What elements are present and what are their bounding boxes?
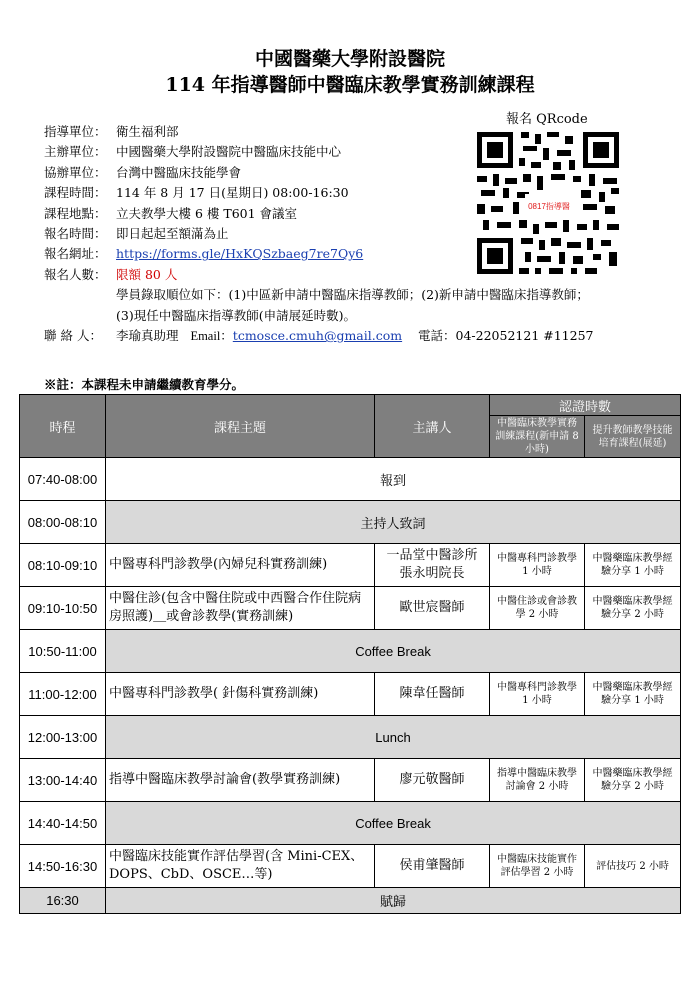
row-cert-extend: 中醫藥臨床教學經驗分享 2 小時 [585,587,681,630]
row-topic: 中醫專科門診教學(內婦兒科實務訓練) [106,544,375,587]
row-speaker: 歐世宸醫師 [375,587,490,630]
row-cert-extend: 評估技巧 2 小時 [585,845,681,888]
header-cert-extend: 提升教師教學技能培育課程(展延) [585,416,681,458]
row-time: 09:10-10:50 [20,587,106,630]
table-row [20,458,681,501]
table-row [20,673,681,716]
row-event: Coffee Break [106,630,681,673]
row-cert-extend: 中醫藥臨床教學經驗分享 1 小時 [585,544,681,587]
row-cert-new: 中醫臨床技能實作評估學習 2 小時 [490,845,585,888]
admission-order-line1: 學員錄取順位如下：(1)中區新申請中醫臨床指導教師；(2)新申請中醫臨床指導教師； [116,287,589,303]
row-time: 14:50-16:30 [20,845,106,888]
info-label: 報名時間： [44,226,107,242]
info-row-signup-url [44,244,593,264]
row-speaker: 廖元敬醫師 [375,759,490,802]
table-row [20,501,681,544]
row-speaker [375,544,490,587]
row-topic: 指導中醫臨床教學討論會(教學實務訓練) [106,759,375,802]
header-time: 時程 [20,395,106,458]
row-event: 賦歸 [106,888,681,914]
row-topic: 中醫臨床技能實作評估學習(含 Mini-CEX、DOPS、CbD、OSCE…等) [106,845,375,888]
title-hospital: 中國醫藥大學附設醫院 [254,48,445,70]
header-cert-new: 中醫臨床教學實務訓練課程(新申請 8 小時) [490,416,585,458]
row-speaker: 陳韋任醫師 [375,673,490,716]
info-label: 主辦單位： [44,144,107,160]
info-label: 協辦單位： [44,164,107,180]
header-cert-hours: 認證時數 [490,395,681,416]
info-block [44,122,593,346]
row-time: 13:00-14:40 [20,759,106,802]
header-speaker: 主講人 [375,395,490,458]
row-cert-new: 指導中醫臨床教學討論會 2 小時 [490,759,585,802]
row-topic: 中醫住診(包含中醫住院或中西醫合作住院病房照護)＿或會診教學(實務訓練) [106,587,375,630]
info-label: 聯 絡 人： [44,328,102,344]
info-label: 指導單位： [44,124,107,139]
contact-name: 李瑜真助理 [116,328,179,344]
info-label: 課程地點： [44,205,107,221]
row-time: 16:30 [20,888,106,914]
row-cert-new: 中醫專科門診教學 1 小時 [490,673,585,716]
info-row-time [44,183,593,203]
email-label: Email： [190,329,233,344]
info-label: 報名網址： [44,246,107,262]
row-time: 08:10-09:10 [20,544,106,587]
info-row-signup-count [44,265,593,285]
qr-caption: 0817指導醫 [528,202,570,211]
table-row [20,587,681,630]
info-value: 即日起起至額滿為止 [116,226,229,242]
schedule-table [19,394,681,914]
row-time: 12:00-13:00 [20,716,106,759]
title-course: 114 年指導醫師中醫臨床教學實務訓練課程 [165,74,535,96]
table-row [20,716,681,759]
row-time: 07:40-08:00 [20,458,106,501]
row-cert-new: 中醫專科門診教學 1 小時 [490,544,585,587]
row-time: 14:40-14:50 [20,802,106,845]
contact-phone: 電話：04-22052121 #11257 [418,328,594,344]
info-row-location [44,204,593,224]
info-row-signup-period [44,224,593,244]
row-event: 主持人致詞 [106,501,681,544]
info-value: 中國醫藥大學附設醫院中醫臨床技能中心 [116,144,342,160]
email-link[interactable]: tcmosce.cmuh@gmail.com [232,328,403,344]
qr-label: 報名 QRcode [506,112,588,127]
speaker-name: 張永明院長 [399,566,465,581]
info-row-guide [44,122,593,142]
row-time: 08:00-08:10 [20,501,106,544]
row-cert-extend: 中醫藥臨床教學經驗分享 1 小時 [585,673,681,716]
table-row [20,888,681,914]
table-row [20,802,681,845]
info-row-co-organizer [44,163,593,183]
info-value: 114 年 8 月 17 日(星期日) 08:00-16:30 [116,185,349,201]
info-value: 台灣中醫臨床技能學會 [116,164,242,180]
row-event: Lunch [106,716,681,759]
table-row [20,759,681,802]
info-label: 課程時間： [44,185,107,201]
signup-url-link[interactable]: https://forms.gle/HxKQSzbaeg7re7Qy6 [116,246,364,262]
signup-count: 限額 80 人 [116,266,178,282]
info-row-contact [44,326,593,346]
table-row [20,845,681,888]
header-topic: 課程主題 [106,395,375,458]
row-event: 報到 [106,458,681,501]
table-row [20,544,681,587]
info-value: 衛生福利部 [116,124,179,139]
speaker-affiliation: 一品堂中醫診所 [386,548,478,563]
row-time: 11:00-12:00 [20,673,106,716]
row-time: 10:50-11:00 [20,630,106,673]
table-row [20,630,681,673]
info-value: 立夫教學大樓 6 樓 T601 會議室 [116,205,298,221]
info-row-organizer [44,142,593,162]
row-topic: 中醫專科門診教學( 針傷科實務訓練) [106,673,375,716]
row-cert-new: 中醫住診或會診教學 2 小時 [490,587,585,630]
info-label: 報名人數： [44,266,107,282]
row-event: Coffee Break [106,802,681,845]
credit-note: ※註：本課程未申請繼續教育學分。 [44,377,245,392]
admission-order-line2: (3)現任中醫臨床指導教師(申請展延時數)。 [116,307,356,323]
row-cert-extend: 中醫藥臨床教學經驗分享 2 小時 [585,759,681,802]
row-speaker: 侯甫肇醫師 [375,845,490,888]
